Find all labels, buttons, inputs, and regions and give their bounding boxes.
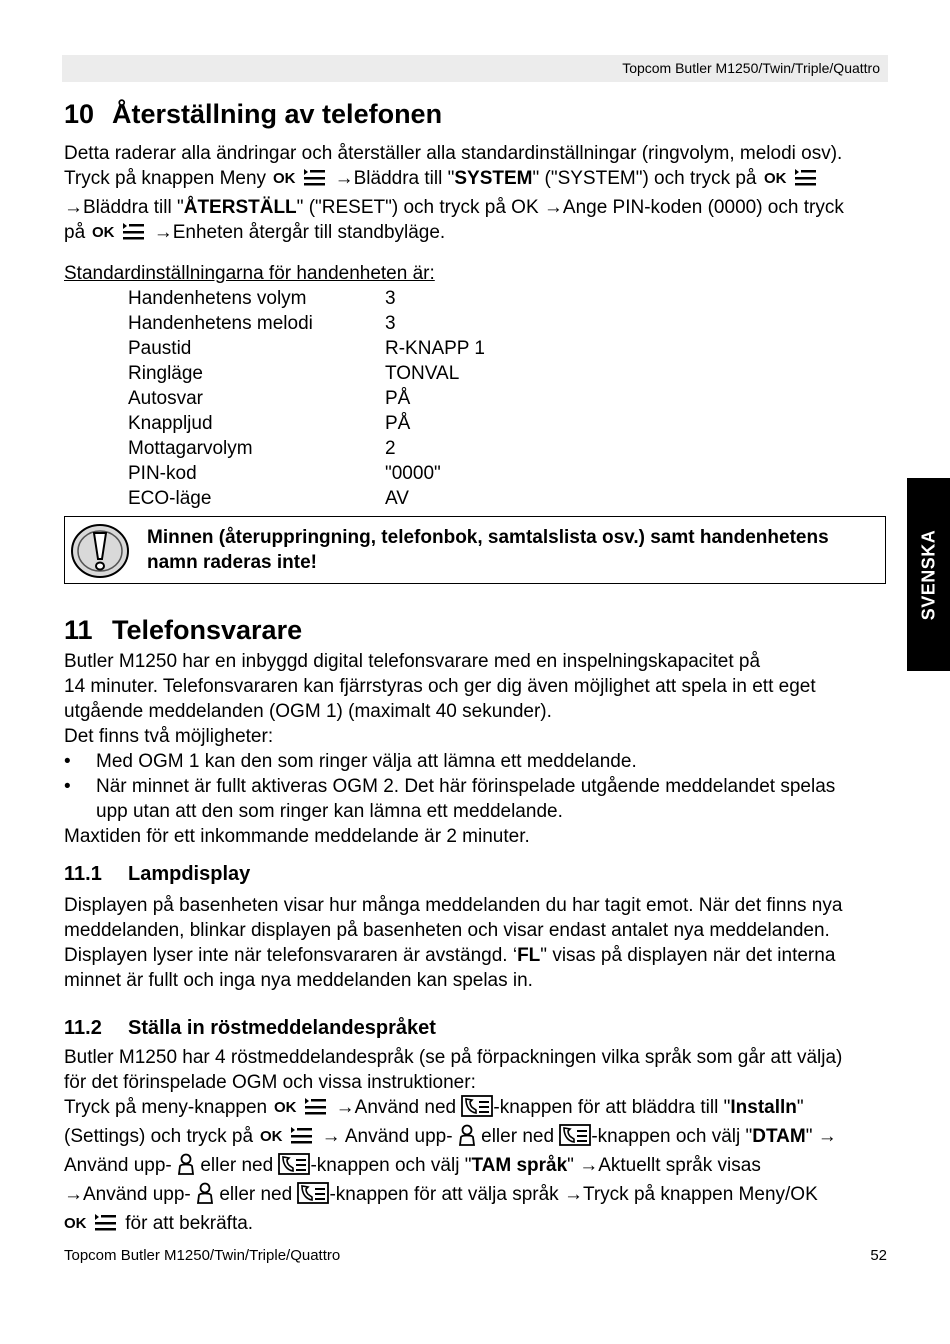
- note-box: [64, 516, 886, 584]
- ok-menu-icon: [260, 1124, 314, 1153]
- user-up-icon: [177, 1153, 195, 1182]
- settings-row: ECO-läge AV: [128, 488, 409, 509]
- language-tab-label: SVENSKA: [918, 529, 938, 620]
- phonebook-down-icon: [559, 1124, 591, 1153]
- settings-row: Handenhetens melodi 3: [128, 313, 396, 334]
- svg-text:OK: OK: [763, 170, 787, 187]
- svg-text:OK: OK: [64, 1215, 87, 1232]
- page-content: [64, 95, 890, 511]
- phonebook-down-icon: [278, 1153, 310, 1182]
- settings-row: Mottagarvolym 2: [128, 438, 396, 459]
- arrow-icon: →: [543, 197, 563, 218]
- phonebook-down-icon: [461, 1095, 493, 1124]
- svg-text:OK: OK: [260, 1128, 283, 1145]
- ok-menu-icon: [92, 220, 146, 249]
- arrow-icon: →: [64, 197, 83, 218]
- section-11-heading: 11 Telefonsvarare: [64, 615, 303, 645]
- section-11-1-heading: 11.1 Lampdisplay: [64, 863, 251, 885]
- section-11-footer-line: Maxtiden för ett inkommande meddelande är 2 minuter.: [64, 826, 530, 847]
- ok-menu-icon: [273, 166, 327, 195]
- settings-row: Handenhetens volym 3: [128, 288, 396, 309]
- list-item: • Med OGM 1 kan den som ringer välja att lämna ett meddelande.: [64, 751, 637, 772]
- warning-icon: [70, 523, 130, 584]
- svg-text:OK: OK: [274, 1099, 297, 1116]
- ok-menu-icon: [64, 1211, 118, 1240]
- settings-row: Ringläge TONVAL: [128, 363, 460, 384]
- ok-menu-icon: [274, 1095, 328, 1124]
- section-11-1-paragraph: Displayen på basenheten visar hur många meddelanden du har tagit emot. När det finns nya meddelanden, blinkar displayen på basenheten och visar endast antalet nya meddelanden. Displayen lyser inte när telefonsvararen är avstängd. ‘FL" visas på displayen när det interna minnet är fullt och inga nya meddelanden kan spelas in.: [64, 895, 843, 991]
- user-up-icon: [196, 1182, 214, 1211]
- settings-row: Paustid R-KNAPP 1: [128, 338, 485, 359]
- section-10-paragraph: Detta raderar alla ändringar och återställer alla standardinställningar (ringvolym, melodi osv). Tryck på knappen Meny OK →Bläddra till "SYSTEM" ("SYSTEM") och tryck på OK →Bläddra till "ÅTERSTÄLL" ("RESET") och tryck på OK →Ange PIN-koden (0000) och tryck på OK →Enheten återgår till standbyläge.: [64, 141, 890, 249]
- settings-list: [128, 286, 890, 511]
- note-text: Minnen (återuppringning, telefonbok, samtalslista osv.) samt handenhetens namn raderas inte!: [147, 527, 829, 573]
- footer-text: Topcom Butler M1250/Twin/Triple/Quattro: [64, 1247, 341, 1264]
- section-10-heading: 10 Återställning av telefonen: [64, 99, 443, 129]
- arrow-icon: →: [153, 222, 173, 243]
- section-11-paragraph: Butler M1250 har en inbyggd digital telefonsvarare med en inspelningskapacitet på 14 minuter. Telefonsvararen kan fjärrstyras och ger dig även möjlighet att spela in ett eget utgående meddelanden (OGM 1) (maximalt 40 sekunder). Det finns två möjligheter:: [64, 651, 816, 747]
- settings-title: Standardinställningarna för handenheten är:: [64, 263, 435, 284]
- language-tab: [907, 478, 950, 671]
- page-header: [62, 55, 888, 82]
- svg-text:OK: OK: [92, 224, 115, 241]
- ok-menu-icon: [764, 166, 818, 195]
- section-11-content: [64, 611, 890, 1240]
- section-11-2-heading: 11.2 Ställa in röstmeddelandespråket: [64, 1017, 436, 1039]
- arrow-icon: →: [334, 168, 354, 189]
- list-item: • När minnet är fullt aktiveras OGM 2. Det här förinspelade utgående meddelandet spelas upp utan att den som ringer kan lämna ett meddelande.: [64, 776, 836, 822]
- section-11-2-paragraph: Butler M1250 har 4 röstmeddelandespråk (se på förpackningen vilka språk som går att välja) för det förinspelade OGM och vissa instruktioner: Tryck på meny-knappen OK →Använd ned -knappen för att bläddra till "Installn" (Settings) och tryck på OK → Använd upp- eller ned -knappen och välj "DTAM" → Använd upp- eller ned -knappen och välj "TAM språk" →Aktuellt språk visas →Använd upp- eller ned -knappen för att välja språk →Tryck på knappen Meny/OK OK för att bekräfta.: [64, 1045, 890, 1240]
- user-up-icon: [458, 1124, 476, 1153]
- settings-row: Autosvar PÅ: [128, 388, 411, 409]
- settings-row: PIN-kod "0000": [128, 463, 441, 484]
- settings-row: Knappljud PÅ: [128, 413, 411, 434]
- svg-text:OK: OK: [273, 170, 296, 187]
- page-number: 52: [870, 1247, 887, 1264]
- phonebook-down-icon: [297, 1182, 329, 1211]
- header-text: Topcom Butler M1250/Twin/Triple/Quattro: [622, 60, 880, 76]
